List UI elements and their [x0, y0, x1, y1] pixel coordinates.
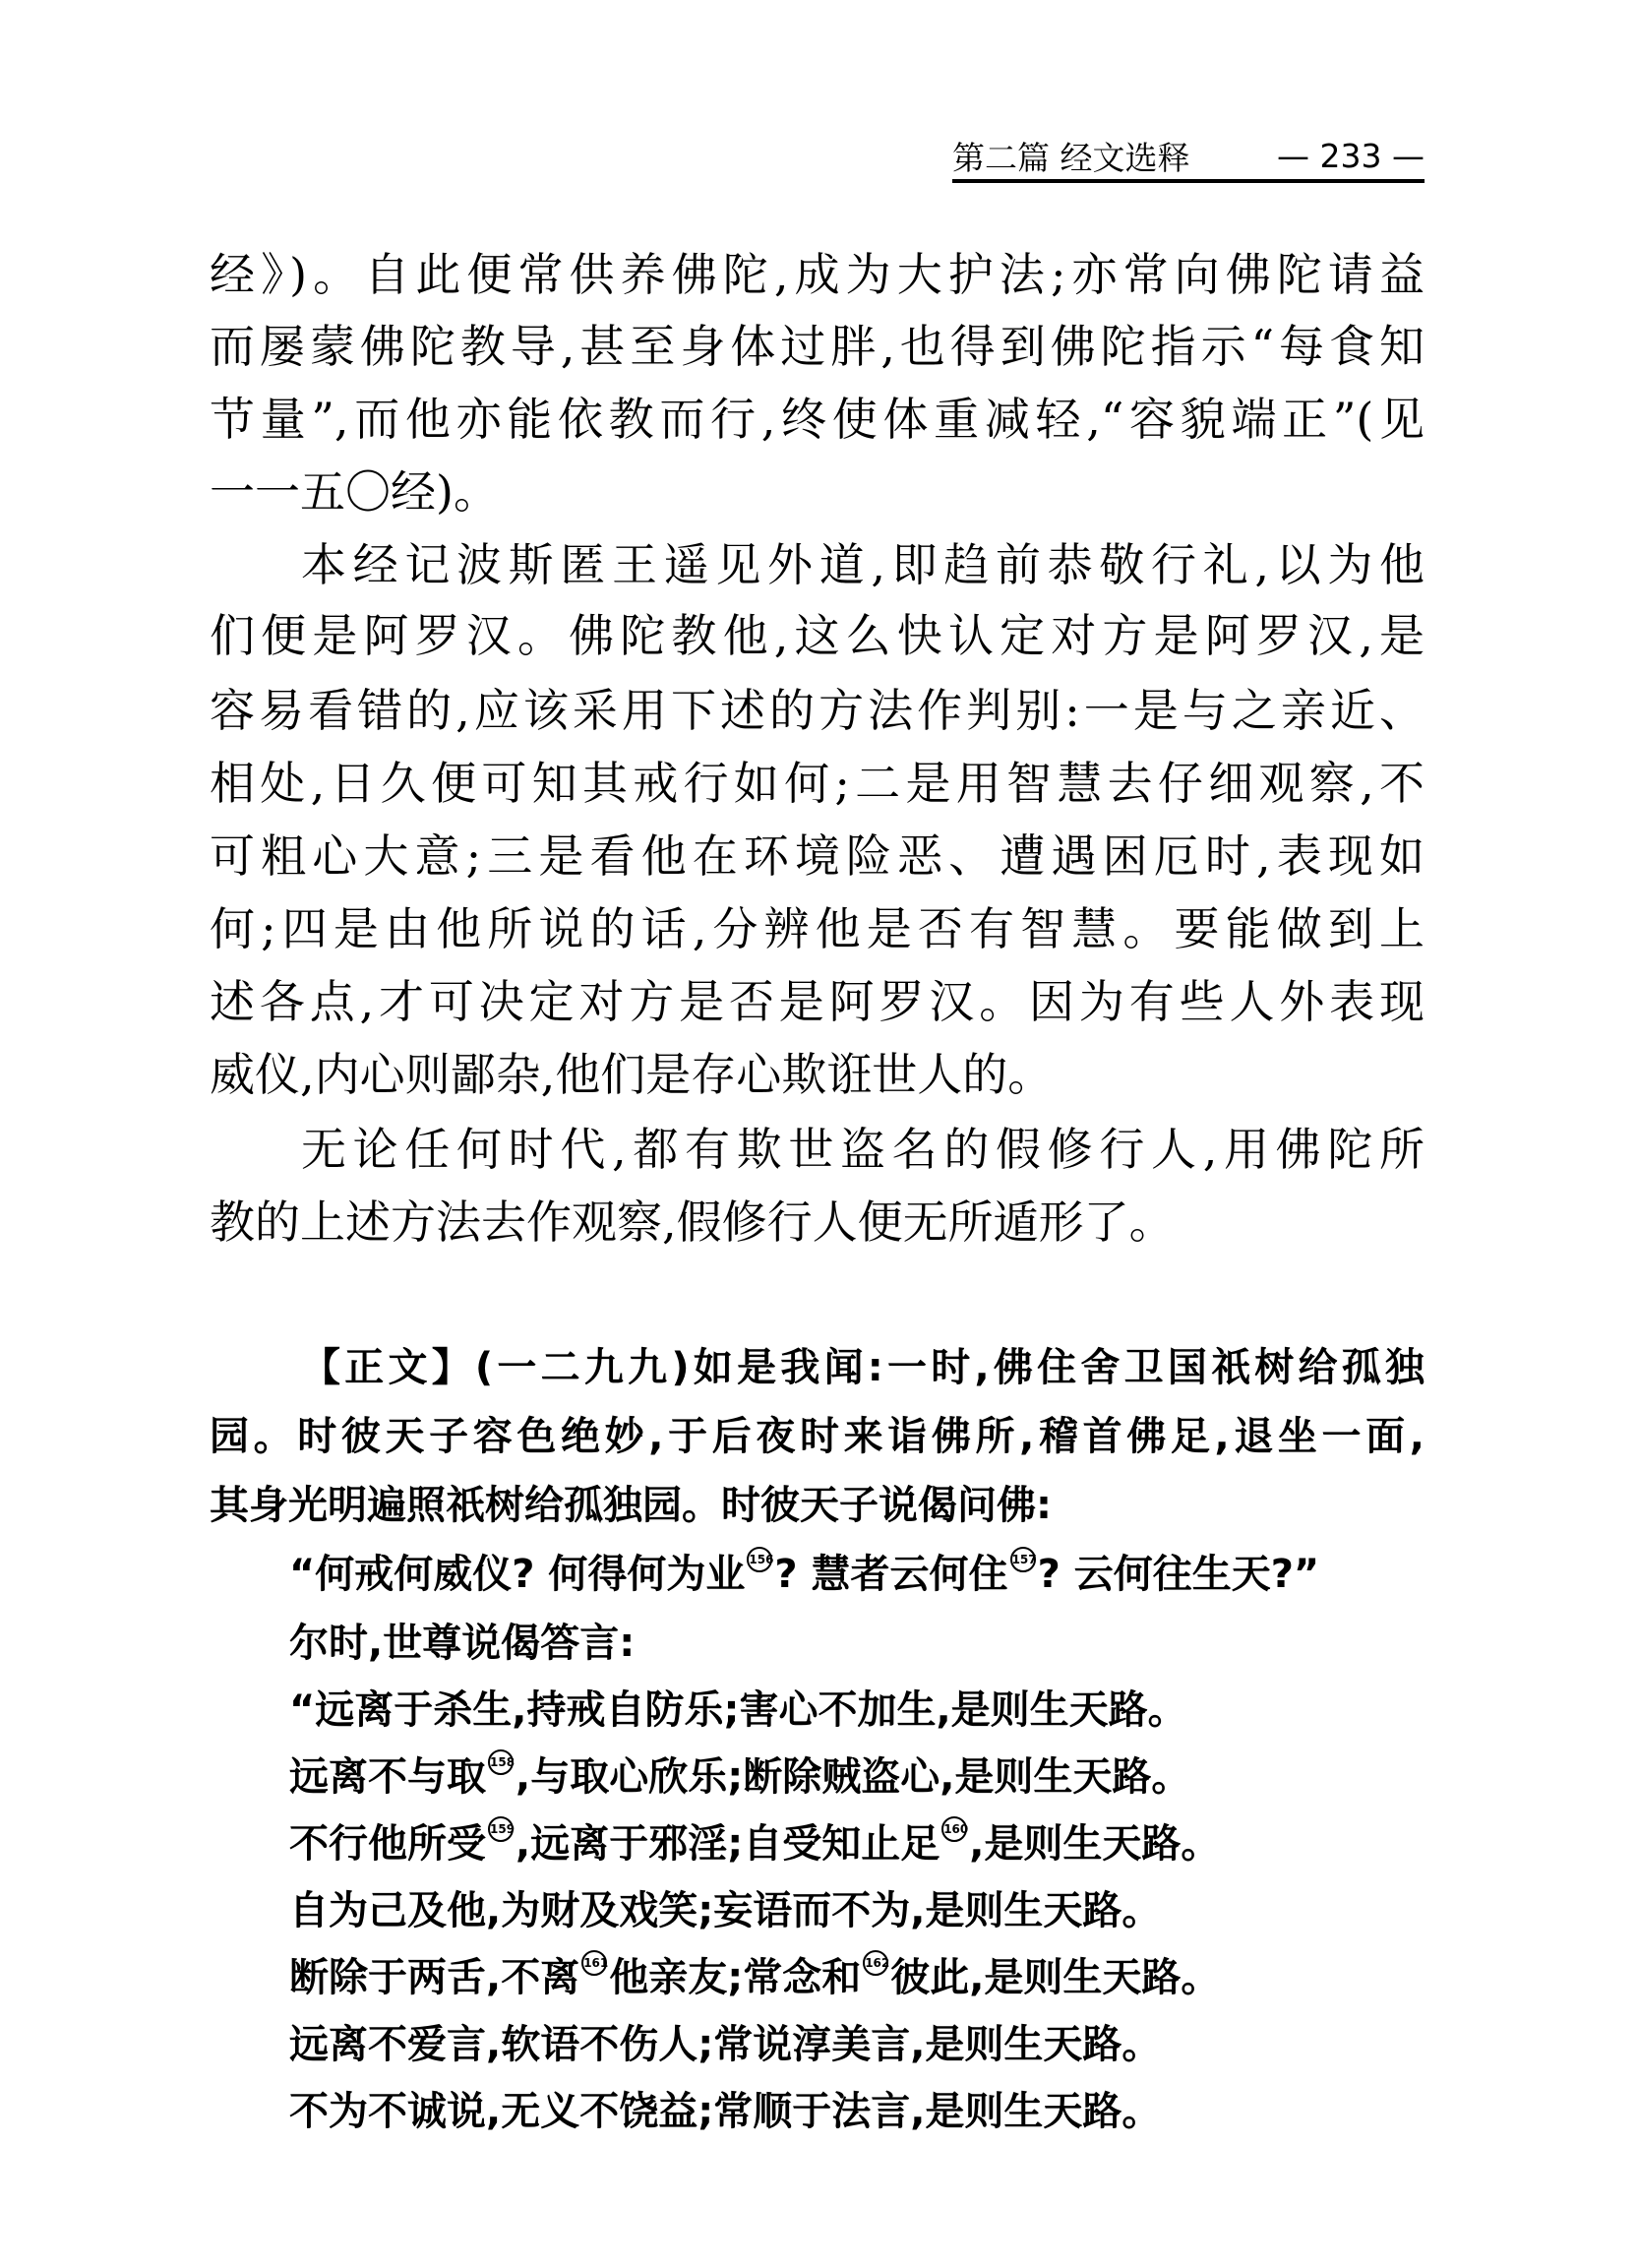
footnote-marker: 157 [1010, 1547, 1036, 1572]
verse-text: “远离于杀生,持戒自防乐;害心不加生,是则生天路。 [289, 1687, 1187, 1733]
commentary-line: 经》)。自此便常供养佛陀,成为大护法;亦常向佛陀请益 [210, 248, 1425, 301]
verse-text: ,远离于邪淫;自受知止足 [515, 1821, 940, 1867]
page-number: — 233 — [1277, 136, 1425, 175]
scripture-line: 【正文】(一二九九)如是我闻:一时,佛住舍卫国祇树给孤独 [301, 1345, 1425, 1390]
verse-text: ? 云何往生天?” [1037, 1552, 1320, 1597]
commentary-line: 述各点,才可决定对方是否是阿罗汉。因为有些人外表现 [210, 975, 1425, 1028]
running-header [952, 132, 1425, 183]
verse-text: 他亲友;常念和 [609, 1955, 862, 2000]
verse-text: 自为己及他,为财及戏笑;妄语而不为,是则生天路。 [289, 1888, 1162, 1933]
verse-text: ,与取心欣乐;断除贼盗心,是则生天路。 [515, 1754, 1191, 1800]
scripture-line: 其身光明遍照祇树给孤独园。时彼天子说偈问佛: [210, 1483, 1052, 1528]
verse-text: “何戒何威仪? 何得何为业 [289, 1552, 746, 1597]
verse-text: 不行他所受 [289, 1821, 486, 1867]
scripture-line: 园。时彼天子容色绝妙,于后夜时来诣佛所,稽首佛足,退坐一面, [210, 1414, 1425, 1459]
commentary-line: 而屡蒙佛陀教导,甚至身体过胖,也得到佛陀指示“每食知 [210, 320, 1425, 373]
footnote-marker: 158 [488, 1749, 514, 1775]
verse-text: ,是则生天路。 [969, 1821, 1221, 1867]
section-title: 第二篇 经文选释 [952, 138, 1190, 177]
verse-text: 不为不诚说,无义不饶益;常顺于法言,是则生天路。 [289, 2089, 1162, 2134]
verse-line [289, 2084, 1161, 2139]
commentary-line: 本经记波斯匿王遥见外道,即趋前恭敬行礼,以为他 [301, 538, 1425, 591]
verse-line [289, 2017, 1161, 2072]
commentary-line: 无论任何时代,都有欺世盗名的假修行人,用佛陀所 [301, 1123, 1425, 1176]
commentary-line: 何;四是由他所说的话,分辨他是否有智慧。要能做到上 [210, 902, 1425, 955]
verse-line [289, 1616, 635, 1671]
verse-line [289, 1816, 1220, 1871]
commentary-line: 相处,日久便可知其戒行如何;二是用智慧去仔细观察,不 [210, 757, 1425, 810]
verse-text: 断除于两舌,不离 [289, 1955, 580, 2000]
footnote-marker: 159 [488, 1816, 514, 1842]
commentary-line: 一一五〇经)。 [210, 465, 499, 519]
verse-text: ? 慧者云何住 [774, 1552, 1008, 1597]
verse-text: 尔时,世尊说偈答言: [289, 1621, 636, 1666]
verse-text: 远离不与取 [289, 1754, 486, 1800]
commentary-line: 容易看错的,应该采用下述的方法作判别:一是与之亲近、 [210, 684, 1425, 737]
verse-text: 彼此,是则生天路。 [890, 1955, 1221, 2000]
verse-line [289, 1749, 1190, 1805]
verse-line [289, 1950, 1220, 2005]
footnote-marker: 161 [581, 1950, 607, 1976]
verse-line [289, 1883, 1161, 1938]
commentary-line: 威仪,内心则鄙杂,他们是存心欺诳世人的。 [210, 1048, 1054, 1101]
commentary-line: 可粗心大意;三是看他在环境险恶、遭遇困厄时,表现如 [210, 829, 1425, 883]
footnote-marker: 156 [747, 1547, 772, 1572]
commentary-line: 们便是阿罗汉。佛陀教他,这么快认定对方是阿罗汉,是 [210, 609, 1425, 662]
footnote-marker: 162 [863, 1950, 888, 1976]
commentary-line: 教的上述方法去作观察,假修行人便无所遁形了。 [210, 1195, 1175, 1249]
verse-text: 远离不爱言,软语不伤人;常说淳美言,是则生天路。 [289, 2022, 1162, 2067]
footnote-marker: 160 [941, 1816, 967, 1842]
verse-line [289, 1547, 1319, 1602]
verse-line [289, 1683, 1187, 1738]
commentary-line: 节量”,而他亦能依教而行,终使体重减轻,“容貌端正”(见 [210, 393, 1425, 446]
